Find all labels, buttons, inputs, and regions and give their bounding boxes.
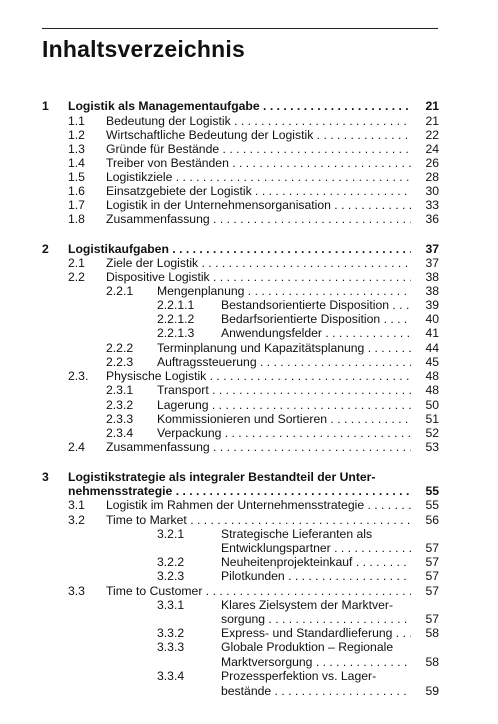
toc-entry-title: Dispositive Logistik . . . [106, 270, 411, 284]
toc-entry-title: Logistikaufgaben . . . [68, 242, 411, 256]
toc-entry-number: 2.2.3 [106, 355, 134, 369]
toc-entry-page: 45 [425, 355, 439, 369]
toc-entry-title: sorgung . . . [221, 612, 411, 626]
toc-entry-number: 2.2.1.2 [157, 312, 195, 326]
toc-entry-number: 1 [42, 99, 49, 113]
toc-entry-title: Neuheitenprojekteinkauf . . . [221, 555, 411, 569]
toc-entry-title: Mengenplanung . . . [157, 284, 411, 298]
toc-entry-number: 3.3.2 [157, 626, 185, 640]
toc-entry-number: 3.2.1 [157, 527, 185, 541]
toc-entry[interactable] [0, 569, 498, 585]
toc-entry-title: Logistik in der Unternehmensorganisation . . . [106, 198, 411, 212]
toc-entry-title: Zusammenfassung . . . [106, 440, 411, 454]
toc-entry-page: 57 [425, 584, 439, 598]
toc-entry[interactable] [0, 684, 498, 700]
toc-entry-title: bestände . . . [221, 684, 411, 698]
toc-entry-title: Lagerung . . . [157, 398, 411, 412]
toc-entry-title: Gründe für Bestände . . . [106, 142, 411, 156]
toc-entry-page: 22 [425, 128, 439, 142]
toc-entry[interactable] [0, 326, 498, 342]
toc-entry-number: 2.3. [68, 369, 89, 383]
toc-entry-page: 59 [425, 684, 439, 698]
toc-entry[interactable] [0, 212, 498, 228]
toc-entry[interactable] [0, 669, 498, 685]
toc-entry-page: 44 [425, 341, 439, 355]
toc-entry-page: 58 [425, 626, 439, 640]
toc-entry-number: 2 [42, 242, 49, 256]
toc-entry-number: 2.2.1.1 [157, 298, 195, 312]
page-title: Inhaltsverzeichnis [42, 36, 246, 62]
toc-entry-number: 2.3.1 [106, 383, 134, 397]
toc-entry-page: 57 [425, 612, 439, 626]
toc-entry-title: Wirtschaftliche Bedeutung der Logistik . . . [106, 128, 411, 142]
toc-entry-title: Entwicklungspartner . . . [221, 541, 411, 555]
toc-entry-number: 1.8 [68, 212, 85, 226]
toc-entry-page: 33 [425, 198, 439, 212]
toc-entry-page: 50 [425, 398, 439, 412]
toc-entry-title: Einsatzgebiete der Logistik . . . [106, 184, 411, 198]
toc-entry-number: 3.3.3 [157, 640, 185, 654]
toc-entry-number: 2.2.2 [106, 341, 134, 355]
toc-entry-title: Anwendungsfelder . . . [221, 326, 411, 340]
toc-entry-title: Strategische Lieferanten als [221, 527, 373, 541]
toc-entry-title: Bestandsorientierte Disposition . . . [221, 298, 411, 312]
toc-entry-title: Verpackung . . . [157, 426, 411, 440]
toc-entry-title: Logistik im Rahmen der Unternehmensstrategie . . . [106, 498, 411, 512]
toc-entry-number: 3 [42, 470, 49, 484]
top-rule [42, 28, 438, 29]
toc-entry-number: 1.6 [68, 184, 85, 198]
toc-entry-page: 57 [425, 555, 439, 569]
toc-entry-page: 39 [425, 298, 439, 312]
toc-entry-title: Express- und Standardlieferung . . . [221, 626, 411, 640]
toc-entry-number: 2.2 [68, 270, 85, 284]
toc-entry-number: 3.2 [68, 513, 85, 527]
toc-entry-page: 21 [425, 114, 439, 128]
toc-entry-page: 51 [425, 412, 439, 426]
toc-entry-number: 1.1 [68, 114, 85, 128]
toc-entry-number: 2.4 [68, 440, 85, 454]
toc-entry-title: Treiber von Beständen . . . [106, 156, 411, 170]
toc-entry-title: Prozessperfektion vs. Lager- [221, 669, 377, 683]
toc-entry-number: 1.7 [68, 198, 85, 212]
toc-entry[interactable] [0, 440, 498, 456]
toc-entry-title: Physische Logistik . . . [106, 369, 411, 383]
toc-entry-page: 56 [425, 513, 439, 527]
toc-entry-title: Logistikstrategie als integraler Bestandteil der Unter- [68, 470, 376, 484]
toc-entry-number: 3.1 [68, 498, 85, 512]
toc-entry-page: 36 [425, 212, 439, 226]
toc-entry-page: 40 [425, 312, 439, 326]
toc-entry-page: 48 [425, 369, 439, 383]
toc-entry-number: 2.3.2 [106, 398, 134, 412]
toc-entry-page: 57 [425, 569, 439, 583]
toc-entry-number: 3.3.4 [157, 669, 185, 683]
toc-entry-page: 38 [425, 284, 439, 298]
toc-entry-title: Ziele der Logistik . . . [106, 256, 411, 270]
toc-entry-page: 37 [425, 256, 439, 270]
toc-entry-page: 58 [425, 655, 439, 669]
toc-entry-page: 26 [425, 156, 439, 170]
toc-entry-number: 3.2.3 [157, 569, 185, 583]
toc-entry-title: Zusammenfassung . . . [106, 212, 411, 226]
toc-entry-number: 1.2 [68, 128, 85, 142]
toc-entry-title: Auftragssteuerung . . . [157, 355, 411, 369]
toc-entry-title: Time to Customer . . . [106, 584, 411, 598]
toc-entry-number: 2.2.1 [106, 284, 134, 298]
toc-entry-title: Globale Produktion – Regionale [221, 640, 394, 654]
toc-entry-number: 2.3.4 [106, 426, 134, 440]
toc-entry-title: Time to Market . . . [106, 513, 411, 527]
toc-entry-number: 3.2.2 [157, 555, 185, 569]
toc-entry-number: 3.3 [68, 584, 85, 598]
toc-entry[interactable] [0, 498, 498, 514]
toc-entry-number: 1.4 [68, 156, 85, 170]
toc-entry[interactable] [0, 99, 498, 115]
toc-entry[interactable] [0, 640, 498, 656]
toc-entry-page: 24 [425, 142, 439, 156]
toc-entry-page: 38 [425, 270, 439, 284]
toc-entry-title: Bedeutung der Logistik . . . [106, 114, 411, 128]
toc-entry-title: Bedarfsorientierte Disposition . . . [221, 312, 411, 326]
toc-entry-title: Marktversorgung . . . [221, 655, 411, 669]
toc-entry-title: Transport . . . [157, 383, 411, 397]
toc-entry-page: 55 [425, 484, 439, 498]
toc-entry-page: 37 [425, 242, 439, 256]
toc-entry-page: 53 [425, 440, 439, 454]
toc-entry-page: 28 [425, 170, 439, 184]
toc-entry-page: 52 [425, 426, 439, 440]
toc-entry-number: 2.3.3 [106, 412, 134, 426]
toc-entry-number: 3.3.1 [157, 598, 185, 612]
toc-entry-page: 41 [425, 326, 439, 340]
toc-entry-page: 57 [425, 541, 439, 555]
toc-entry-title: Logistikziele . . . [106, 170, 411, 184]
toc-entry-number: 2.2.1.3 [157, 326, 195, 340]
toc-entry-page: 30 [425, 184, 439, 198]
toc-entry-number: 1.3 [68, 142, 85, 156]
toc-entry-title: Logistik als Managementaufgabe . . . [68, 99, 411, 113]
toc-entry[interactable] [0, 383, 498, 399]
toc-entry-page: 21 [425, 99, 439, 113]
toc-entry-number: 2.1 [68, 256, 85, 270]
toc-entry-title: Klares Zielsystem der Marktver- [221, 598, 394, 612]
toc-entry-title: Kommissionieren und Sortieren . . . [157, 412, 411, 426]
toc-entry-title: Terminplanung und Kapazitätsplanung . . . [157, 341, 411, 355]
toc-entry-number: 1.5 [68, 170, 85, 184]
toc-entry-title: Pilotkunden . . . [221, 569, 411, 583]
toc-entry-page: 48 [425, 383, 439, 397]
toc-entry-page: 55 [425, 498, 439, 512]
toc-entry-title: nehmensstrategie . . . [68, 484, 411, 498]
